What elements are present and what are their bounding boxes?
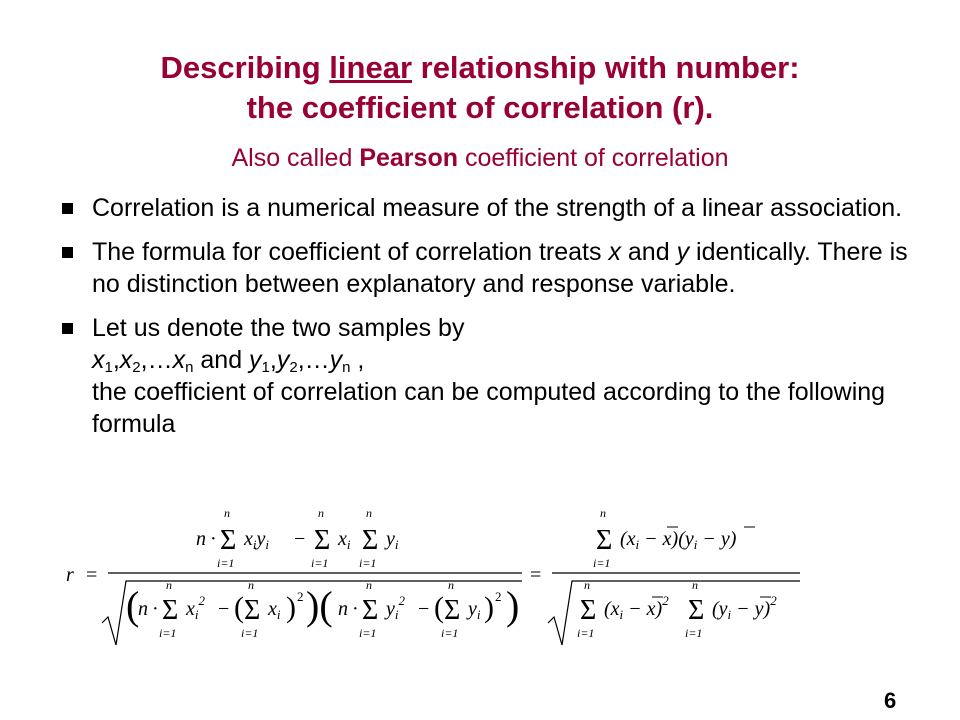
svg-text:n: n [166, 578, 172, 592]
svg-text:Σ: Σ [444, 595, 461, 626]
underlined-word: linear [329, 50, 413, 85]
svg-text:i=1: i=1 [359, 556, 377, 570]
svg-text:i=1: i=1 [359, 626, 377, 640]
svg-text:=: = [86, 564, 98, 586]
svg-text:i=1: i=1 [577, 626, 595, 640]
slide-title: Describing linear relationship with number: the coefficient of correlation (r). [160, 50, 800, 125]
bullet-square-icon [62, 247, 73, 258]
svg-text:n: n [318, 506, 324, 520]
svg-text:xi: $x_i$ [338, 528, 351, 552]
svg-text:yi: $y_i$ [386, 528, 399, 552]
svg-text:2: 2 [495, 589, 502, 604]
svg-text:·: · [210, 528, 217, 550]
svg-text:i=1: i=1 [311, 556, 329, 570]
svg-text:): ) [484, 591, 494, 624]
svg-text:Σ: Σ [162, 595, 179, 626]
svg-text:(: ( [434, 591, 444, 624]
svg-text:−: − [294, 528, 306, 550]
sample-notation: $x_1,x_2,\dots x_n$ and $y_1,y_2,\dots y_n$ , [92, 346, 365, 376]
svg-text:n: n [366, 578, 372, 592]
svg-text:−: − [218, 598, 230, 620]
svg-text:n: n [448, 578, 454, 592]
svg-text:xiyi: $x_iy_i$ [244, 528, 270, 552]
svg-text:Σ: Σ [362, 525, 379, 556]
svg-text:yi: $y_i$ [468, 598, 481, 622]
svg-text:r: r [66, 564, 74, 586]
svg-text:xi: $x_i$ [268, 598, 281, 622]
svg-text:Σ: Σ [314, 525, 331, 556]
page-number: 6 [884, 688, 897, 713]
svg-text:yi2: $y_i^2$ [386, 593, 406, 622]
svg-text:i=1: i=1 [441, 626, 459, 640]
svg-text:): ) [506, 583, 520, 628]
svg-text:−: − [418, 598, 430, 620]
svg-text:(yi − y)2: $(y_i - y)^2$ [712, 593, 777, 622]
svg-text:i=1: i=1 [159, 626, 177, 640]
svg-text:i=1: i=1 [685, 626, 703, 640]
bullet-item: The formula for coefficient of correlation treats x and y identically. There is no distinction between explanatory and response variable. [62, 236, 922, 300]
svg-text:Σ: Σ [244, 595, 261, 626]
bullet-item: Let us denote the two samples by $x_1,x_2,\dots x_n$ and $y_1,y_2,\dots y_n$ , the coefficient of correlation can be computed according to the following formula [62, 312, 922, 440]
svg-text:): ) [286, 591, 296, 624]
slide-subtitle: Also called Pearson coefficient of correlation [231, 144, 729, 172]
svg-text:2: 2 [297, 589, 304, 604]
bullet-item: Correlation is a numerical measure of the strength of a linear association. [62, 192, 922, 224]
svg-text:n: n [600, 506, 606, 520]
svg-text:i=1: i=1 [241, 626, 259, 640]
svg-text:(: ( [234, 591, 244, 624]
bullet-list [62, 192, 922, 452]
svg-text:n: n [224, 506, 230, 520]
svg-text:n: n [138, 598, 148, 620]
svg-text:)(: )( [306, 583, 333, 628]
svg-text:Σ: Σ [580, 595, 597, 626]
svg-text:n: n [196, 528, 206, 550]
svg-text:Σ: Σ [220, 525, 237, 556]
svg-text:i=1: i=1 [217, 556, 235, 570]
bullet-square-icon [62, 323, 73, 334]
svg-text:n: n [692, 578, 698, 592]
svg-text:·: · [352, 598, 359, 620]
svg-text:·: · [152, 598, 159, 620]
svg-text:=: = [530, 564, 542, 586]
correlation-formula [60, 505, 820, 660]
svg-text:(: ( [126, 583, 140, 628]
svg-text:(xi − x)(yi − y): $(x_i - x)(y_i - y)$ [620, 528, 737, 552]
svg-text:n: n [584, 578, 590, 592]
svg-text:n: n [366, 506, 372, 520]
svg-text:i=1: i=1 [593, 556, 611, 570]
svg-text:n: n [338, 598, 348, 620]
svg-text:(xi − x)2: $(x_i - x)^2$ [604, 593, 669, 622]
svg-text:xi2: $x_i^2$ [186, 593, 206, 622]
svg-text:Σ: Σ [688, 595, 705, 626]
svg-text:n: n [248, 578, 254, 592]
svg-text:Σ: Σ [596, 525, 613, 556]
svg-text:Σ: Σ [362, 595, 379, 626]
bullet-square-icon [62, 203, 73, 214]
